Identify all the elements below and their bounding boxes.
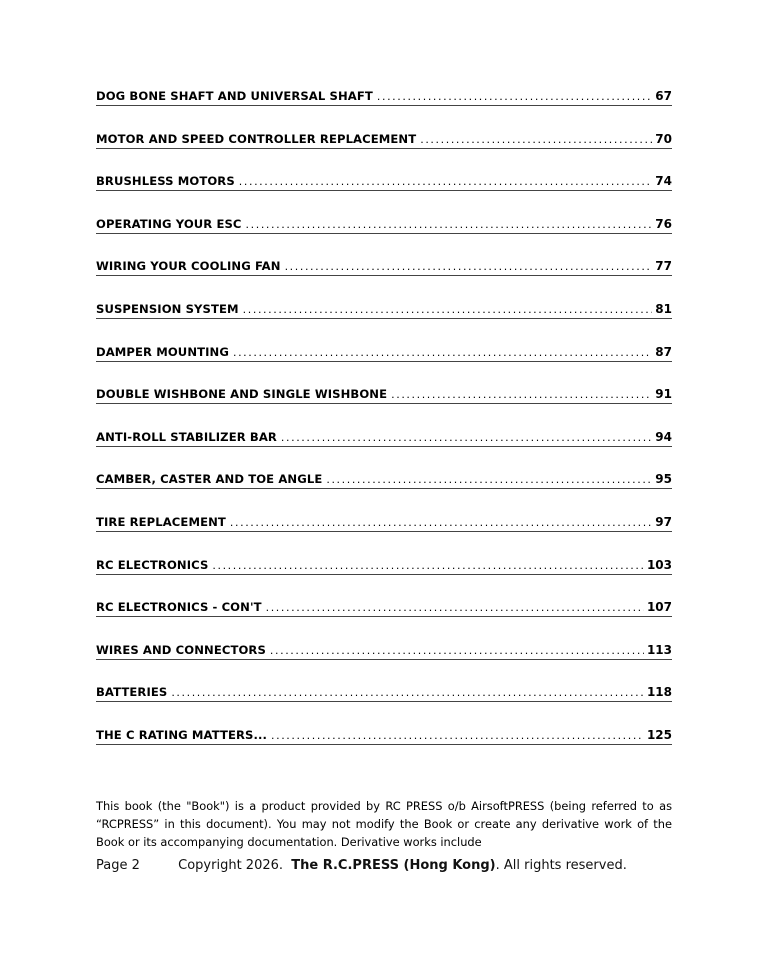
- toc-line: [96, 174, 672, 191]
- toc-entry-title: WIRING YOUR COOLING FAN: [96, 259, 281, 274]
- dot-leader: [326, 472, 652, 487]
- dot-leader: [212, 558, 644, 573]
- toc-line: [96, 600, 672, 617]
- toc-line: [96, 259, 672, 276]
- dot-leader: [243, 302, 653, 317]
- toc-line: [96, 472, 672, 489]
- toc-line: [96, 430, 672, 447]
- toc-entry-page: 87: [655, 344, 672, 359]
- dot-leader: [281, 430, 652, 445]
- copyright-suffix: . All rights reserved.: [495, 858, 627, 873]
- toc-entry-page: 91: [655, 387, 672, 402]
- toc-entry-operating-esc[interactable]: [96, 215, 672, 258]
- toc-entry-title: THE C RATING MATTERS...: [96, 727, 267, 742]
- toc-entry-camber-caster-toe[interactable]: [96, 470, 672, 513]
- toc-line: [96, 643, 672, 660]
- toc-entry-page: 67: [655, 89, 672, 103]
- dot-leader: [171, 685, 644, 700]
- toc-line: [96, 217, 672, 234]
- toc-entry-page: 97: [655, 514, 672, 529]
- dot-leader: [239, 174, 653, 189]
- dot-leader: [391, 387, 652, 402]
- toc-entry-brushless-motors[interactable]: [96, 172, 672, 215]
- toc-entry-title: DOG BONE SHAFT AND UNIVERSAL SHAFT: [96, 89, 373, 103]
- toc-line: [96, 515, 672, 532]
- toc-entry-page: 70: [655, 131, 672, 146]
- dot-leader: [270, 643, 644, 658]
- toc-entry-damper-mounting[interactable]: [96, 343, 672, 386]
- toc-entry-motor-speed-controller[interactable]: [96, 130, 672, 173]
- dot-leader: [271, 728, 644, 743]
- dot-leader: [246, 217, 653, 232]
- toc-entry-page: 94: [655, 429, 672, 444]
- toc-entry-suspension-system[interactable]: [96, 300, 672, 343]
- toc-entry-wires-connectors[interactable]: [96, 641, 672, 684]
- toc-entry-title: SUSPENSION SYSTEM: [96, 301, 239, 316]
- toc-entry-title: CAMBER, CASTER AND TOE ANGLE: [96, 472, 323, 487]
- toc-entry-dog-bone-shaft[interactable]: [96, 87, 672, 130]
- toc-entry-rc-electronics[interactable]: [96, 556, 672, 599]
- toc-entry-title: BATTERIES: [96, 685, 168, 700]
- toc-entry-page: 118: [646, 685, 672, 700]
- dot-leader: [230, 515, 652, 530]
- toc-entry-rc-electronics-cont[interactable]: [96, 598, 672, 641]
- toc-entry-title: DOUBLE WISHBONE AND SINGLE WISHBONE: [96, 387, 388, 402]
- toc-line: [96, 728, 672, 745]
- toc-entry-c-rating[interactable]: [96, 726, 672, 769]
- toc-entry-page: 103: [646, 557, 672, 572]
- dot-leader: [377, 89, 652, 104]
- toc-entry-title: ANTI-ROLL STABILIZER BAR: [96, 429, 277, 444]
- toc-line: [96, 387, 672, 404]
- toc-entry-title: BRUSHLESS MOTORS: [96, 174, 235, 189]
- table-of-contents: [96, 87, 672, 769]
- toc-entry-double-wishbone[interactable]: [96, 385, 672, 428]
- toc-entry-page: 107: [646, 600, 672, 615]
- copyright-prefix: Copyright 2026.: [178, 858, 284, 873]
- toc-entry-page: 95: [655, 472, 672, 487]
- dot-leader: [285, 259, 653, 274]
- toc-entry-page: 81: [655, 301, 672, 316]
- toc-entry-title: TIRE REPLACEMENT: [96, 514, 226, 529]
- toc-entry-title: RC ELECTRONICS - CON'T: [96, 600, 262, 615]
- toc-line: [96, 345, 672, 362]
- toc-line: [96, 302, 672, 319]
- toc-entry-tire-replacement[interactable]: [96, 513, 672, 556]
- toc-entry-batteries[interactable]: [96, 683, 672, 726]
- toc-entry-page: 125: [646, 727, 672, 742]
- dot-leader: [233, 345, 652, 360]
- toc-entry-page: 74: [655, 174, 672, 189]
- page-number: Page 2: [96, 858, 140, 873]
- toc-entry-title: OPERATING YOUR ESC: [96, 216, 242, 231]
- toc-entry-wiring-cooling-fan[interactable]: [96, 257, 672, 300]
- toc-entry-anti-roll-bar[interactable]: [96, 428, 672, 471]
- toc-entry-title: MOTOR AND SPEED CONTROLLER REPLACEMENT: [96, 131, 417, 146]
- toc-line: [96, 89, 672, 106]
- toc-entry-title: DAMPER MOUNTING: [96, 344, 229, 359]
- legal-notice: This book (the "Book") is a product provided by RC PRESS o/b AirsoftPRESS (being referred to as “RCPRESS” in this document). You may not modify the Book or create any derivative work of the Book or its accompanying documentation. Derivative works include: [96, 799, 672, 849]
- dot-leader: [266, 600, 644, 615]
- publisher-name: The R.C.PRESS (Hong Kong): [291, 858, 496, 873]
- toc-line: [96, 132, 672, 149]
- toc-line: [96, 685, 672, 702]
- toc-entry-page: 77: [655, 259, 672, 274]
- toc-line: [96, 558, 672, 575]
- toc-entry-title: RC ELECTRONICS: [96, 557, 209, 572]
- toc-entry-page: 113: [646, 642, 672, 657]
- page-footer: [96, 858, 627, 873]
- toc-entry-page: 76: [655, 216, 672, 231]
- dot-leader: [420, 132, 652, 147]
- toc-entry-title: WIRES AND CONNECTORS: [96, 642, 266, 657]
